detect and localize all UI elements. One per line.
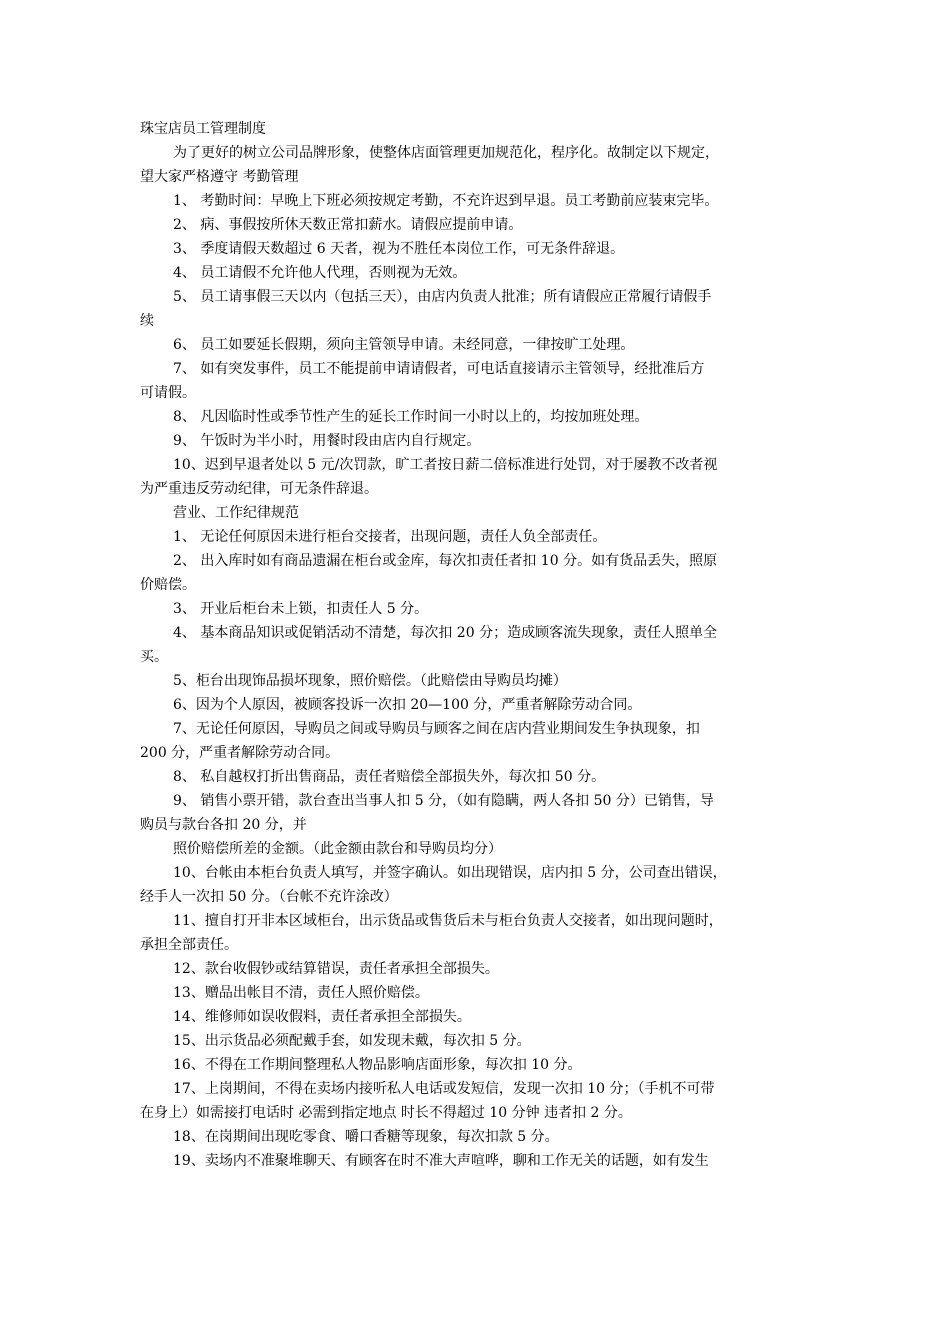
text-line: 10、迟到早退者处以 5 元/次罚款，旷工者按日薪二倍标准进行处罚，对于屡教不改者视 xyxy=(173,457,718,473)
text-line: 望大家严格遵守 考勤管理 xyxy=(140,169,299,185)
text-line: 8、 凡因临时性或季节性产生的延长工作时间一小时以上的，均按加班处理。 xyxy=(173,409,649,425)
text-line: 买。 xyxy=(140,649,168,665)
text-line: 在身上）如需接打电话时 必需到指定地点 时长不得超过 10 分钟 违者扣 2 分。 xyxy=(140,1105,632,1121)
text-line: 8、 私自越权打折出售商品，责任者赔偿全部损失外，每次扣 50 分。 xyxy=(173,769,606,785)
text-line: 7、 如有突发事件，员工不能提前申请请假者，可电话直接请示主管领导，经批准后方 xyxy=(173,361,705,377)
text-line: 16、不得在工作期间整理私人物品影响店面形象，每次扣 10 分。 xyxy=(173,1057,582,1073)
text-line: 9、 午饭时为半小时，用餐时段由店内自行规定。 xyxy=(173,433,481,449)
text-line: 照价赔偿所差的金额。（此金额由款台和导购员均分） xyxy=(173,841,502,857)
text-line: 4、 基本商品知识或促销活动不清楚，每次扣 20 分；造成顾客流失现象，责任人照单全 xyxy=(173,625,718,641)
text-line: 4、 员工请假不允许他人代理，否则视为无效。 xyxy=(173,265,467,281)
text-line: 13、赠品出帐目不清，责任人照价赔偿。 xyxy=(173,985,429,1001)
text-line: 5、 员工请事假三天以内（包括三天），由店内负责人批准；所有请假应正常履行请假手 xyxy=(173,289,712,305)
text-line: 9、 销售小票开错，款台查出当事人扣 5 分，（如有隐瞒，两人各扣 50 分）已销售，导 xyxy=(173,793,714,809)
text-line: 200 分，严重者解除劳动合同。 xyxy=(140,745,340,761)
text-line: 17、上岗期间，不得在卖场内接听私人电话或发短信，发现一次扣 10 分；（手机不可带 xyxy=(173,1081,715,1097)
text-line: 购员与款台各扣 20 分，并 xyxy=(140,817,307,833)
text-line: 12、款台收假钞或结算错误，责任者承担全部损失。 xyxy=(173,961,499,977)
text-line: 15、出示货品必须配戴手套，如发现未戴，每次扣 5 分。 xyxy=(173,1033,531,1049)
text-line: 7、无论任何原因，导购员之间或导购员与顾客之间在店内营业期间发生争执现象，扣 xyxy=(173,721,700,737)
text-line: 19、卖场内不准聚堆聊天、有顾客在时不准大声喧哗，聊和工作无关的话题，如有发生 xyxy=(173,1153,709,1169)
document-title: 珠宝店员工管理制度 xyxy=(140,121,266,137)
text-line: 3、 季度请假天数超过 6 天者，视为不胜任本岗位工作，可无条件辞退。 xyxy=(173,241,625,257)
text-line: 可请假。 xyxy=(140,385,196,401)
text-line: 14、维修师如误收假料，责任者承担全部损失。 xyxy=(173,1009,471,1025)
text-line: 承担全部责任。 xyxy=(140,937,238,953)
text-line: 5、柜台出现饰品损坏现象，照价赔偿。（此赔偿由导购员均摊） xyxy=(173,673,567,689)
text-line: 2、 出入库时如有商品遗漏在柜台或金库，每次扣责任者扣 10 分。如有货品丢失，照原 xyxy=(173,553,718,569)
text-line: 1、 考勤时间：早晚上下班必须按规定考勤，不充许迟到早退。员工考勤前应装束完毕。 xyxy=(173,193,719,209)
text-line: 经手人一次扣 50 分。（台帐不充许涂改） xyxy=(140,889,398,905)
text-line: 11、擅自打开非本区域柜台，出示货品或售货后未与柜台负责人交接者，如出现问题时， xyxy=(173,913,723,929)
text-line: 为了更好的树立公司品牌形象，使整体店面管理更加规范化，程序化。故制定以下规定， xyxy=(173,145,719,161)
document-body xyxy=(140,141,812,1173)
text-line: 10、台帐由本柜台负责人填写，并签字确认。如出现错误，店内扣 5 分，公司查出错误， xyxy=(173,865,727,881)
text-line: 价赔偿。 xyxy=(140,577,196,593)
text-line: 18、在岗期间出现吃零食、嚼口香糖等现象，每次扣款 5 分。 xyxy=(173,1129,559,1145)
document-page xyxy=(140,117,812,1173)
text-line: 2、 病、事假按所休天数正常扣薪水。请假应提前申请。 xyxy=(173,217,523,233)
text-line: 为严重违反劳动纪律，可无条件辞退。 xyxy=(140,481,378,497)
text-line: 6、因为个人原因，被顾客投诉一次扣 20—100 分，严重者解除劳动合同。 xyxy=(173,697,642,713)
text-line: 1、 无论任何原因未进行柜台交接者，出现问题，责任人负全部责任。 xyxy=(173,529,607,545)
text-line: 6、 员工如要延长假期，须向主管领导申请。未经同意，一律按旷工处理。 xyxy=(173,337,635,353)
text-line: 3、 开业后柜台未上锁，扣责任人 5 分。 xyxy=(173,601,429,617)
text-line: 营业、工作纪律规范 xyxy=(173,505,299,521)
text-line: 续 xyxy=(140,313,154,329)
